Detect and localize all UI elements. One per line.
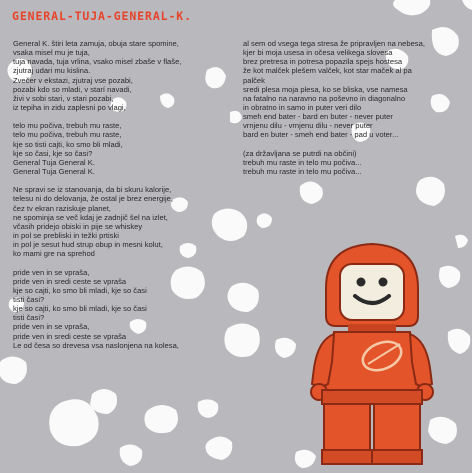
left-lyric-line: Ne spravi se iz stanovanja, da bi skuru kalorije, xyxy=(13,185,172,195)
left-lyric-line: pozabi kdo so mladi, v starí navadi, xyxy=(13,84,132,94)
left-lyric-line: General Tuja General K. xyxy=(13,157,95,167)
left-lyric-line: General K. štiri leta zamuja, obuja stare spomine, xyxy=(13,39,179,48)
left-lyric-line: pride ven in se vpraša, xyxy=(13,322,90,332)
left-lyric-line: pride ven in se vpraša, xyxy=(13,267,90,277)
left-lyric-line: kje so cajti, ko smo bli mladi, kje so časi xyxy=(13,285,147,295)
stanza-gap xyxy=(13,258,233,267)
left-lyric-line: ko mami gre na sprehod xyxy=(13,249,95,259)
stanza-gap xyxy=(13,112,233,121)
left-lyric-line: pride ven in sredi ceste se vpraša xyxy=(13,276,127,286)
right-lyric-line: brez pretresa in potresa popazila spejs hostesa xyxy=(243,57,403,67)
right-lyric-line: smeh end bater - bard en buter - never puter xyxy=(243,112,393,122)
left-lyric-line: in pol se prebliski in težki prtiski xyxy=(13,230,119,240)
left-lyric-line: iz tepiha in zidu zaplesni po vlagi, xyxy=(13,102,126,112)
left-lyric-line: Zvečer v ekstazi, zjutraj vse pozabi, xyxy=(13,75,133,85)
left-lyric-line: pride ven in sredi ceste se vpraša xyxy=(13,331,127,341)
left-lyric-line: ne spominja se več kdaj je zadnjič šel na izlet, xyxy=(13,212,168,222)
left-lyric-line: Le od česa so drevesa vsa naslonjena na kolesa, xyxy=(13,340,179,350)
song-title: GENERAL-TUJA-GENERAL-K. xyxy=(12,9,192,23)
left-lyric-line: General Tuja General K. xyxy=(13,166,95,176)
right-lyric-line: palček xyxy=(243,75,265,85)
right-lyric-line: že kot malček plešem valček, kot star maček al pa xyxy=(243,66,412,76)
right-lyric-line: sredi plesa moja plesa, ko se bliska, vse namesa xyxy=(243,84,408,94)
lyrics-left-column xyxy=(13,39,233,350)
right-lyric-line: in obratno in samo in puter veri dilo xyxy=(243,102,362,112)
right-lyric-line: trebuh mu raste in telo mu počiva... xyxy=(243,166,362,176)
left-lyric-line: zjutraj udari mu kislina. xyxy=(13,66,91,76)
left-lyric-line: telo mu počiva, trebuh mu raste, xyxy=(13,121,122,131)
right-lyric-line: (za državljana se putrdi na občini) xyxy=(243,148,357,158)
right-lyric-line: na fatalno na naravno na poševno in diagonalno xyxy=(243,93,406,103)
left-lyric-line: telesu ni do delovanja, že ostal je brez energije, xyxy=(13,194,173,204)
right-lyric-line: kjer bi moja usesa in očesa velikega slovesa xyxy=(243,48,393,58)
left-lyric-line: telo mu počiva, trebuh mu raste, xyxy=(13,130,122,140)
lego-astronaut-icon xyxy=(308,238,438,468)
left-lyric-line: kje so časi, kje so časi? xyxy=(13,148,93,158)
stanza-gap xyxy=(13,176,233,185)
left-lyric-line: kje so cajti, ko smo bli mladi, kje so časi xyxy=(13,304,147,314)
left-lyric-line: čez tv ekran raziskuje planet, xyxy=(13,203,111,213)
right-lyric-line: bard en buter - smeh end bater - pad u voter... xyxy=(243,130,399,140)
right-lyric-line: trebuh mu raste in telo mu počiva... xyxy=(243,157,362,167)
right-lyric-line: al sem od vsega tega stresa že pripravljen na nebesa, xyxy=(243,39,425,48)
right-lyric-line: vrnjenu dilu - vrnjenu dilu - never puter xyxy=(243,121,373,131)
lyrics-right-column xyxy=(243,39,465,176)
stanza-gap xyxy=(243,140,465,149)
left-lyric-line: vsaka misel mu je tuja, xyxy=(13,48,90,58)
left-lyric-line: tisti časi? xyxy=(13,294,45,304)
left-lyric-line: in pol je sesut hud strup obup in mesni kolut, xyxy=(13,240,163,250)
left-lyric-line: včasih pridejo obiski in pije se whiskey xyxy=(13,221,143,231)
left-lyric-line: tuja navada, tuja vrlina, vsako misel zbaše v flaše, xyxy=(13,57,182,67)
left-lyric-line: kje so tisti cajti, ko smo bli mladi, xyxy=(13,139,123,149)
left-lyric-line: živi v sobi stari, v stari pozabi, xyxy=(13,93,114,103)
left-lyric-line: tisti časi? xyxy=(13,313,45,323)
